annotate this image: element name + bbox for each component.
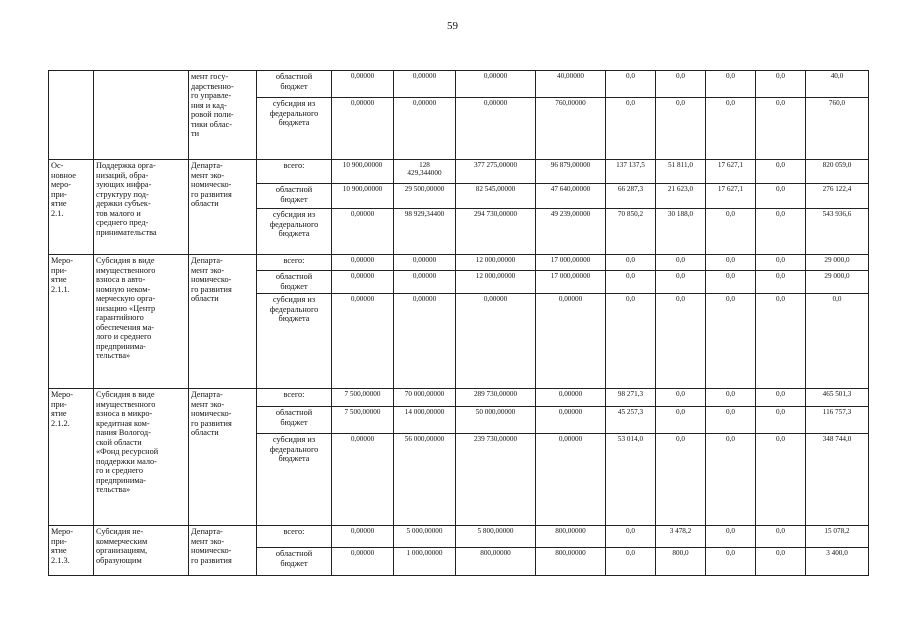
- amount-cell: 294 730,00000: [456, 209, 536, 255]
- funding-source-cell: областной бюджет: [257, 407, 332, 434]
- amount-cell: 760,00000: [536, 98, 606, 160]
- amount-cell: 0,0: [606, 71, 656, 98]
- amount-cell: 17 000,00000: [536, 271, 606, 294]
- funding-source-cell: всего:: [257, 160, 332, 184]
- table-row: [49, 160, 869, 184]
- amount-cell: 29 500,00000: [394, 184, 456, 209]
- amount-cell: 0,00000: [332, 294, 394, 389]
- amount-cell: 40,0: [806, 71, 869, 98]
- budget-table: [48, 70, 869, 576]
- amount-cell: 3 400,0: [806, 548, 869, 576]
- table-row: [49, 526, 869, 548]
- amount-cell: 0,00000: [394, 294, 456, 389]
- amount-cell: 0,00000: [332, 209, 394, 255]
- amount-cell: 0,00000: [536, 389, 606, 407]
- amount-cell: 0,0: [756, 160, 806, 184]
- amount-cell: 21 623,0: [656, 184, 706, 209]
- amount-cell: 10 900,00000: [332, 184, 394, 209]
- measure-name-cell: Субсидия в виде имущественного взноса в микро- кредитная ком- пания Вологод- ской области «Фонд ресурсной поддержки мало- го и среднего предпринима- тельства»: [94, 389, 189, 526]
- amount-cell: 0,0: [706, 526, 756, 548]
- amount-cell: 40,00000: [536, 71, 606, 98]
- amount-cell: 96 879,00000: [536, 160, 606, 184]
- amount-cell: 0,0: [756, 184, 806, 209]
- measure-name-cell: Поддержка орга- низаций, обра- зующих инфра- структуру под- держки субъек- тов малого и среднего пред- принимательства: [94, 160, 189, 255]
- amount-cell: 465 501,3: [806, 389, 869, 407]
- amount-cell: 70 000,00000: [394, 389, 456, 407]
- amount-cell: 17 627,1: [706, 184, 756, 209]
- amount-cell: 1 000,00000: [394, 548, 456, 576]
- amount-cell: 0,0: [656, 294, 706, 389]
- amount-cell: 30 188,0: [656, 209, 706, 255]
- amount-cell: 0,00000: [332, 434, 394, 526]
- amount-cell: 377 275,00000: [456, 160, 536, 184]
- amount-cell: 0,0: [756, 407, 806, 434]
- amount-cell: 276 122,4: [806, 184, 869, 209]
- measure-code-cell: Меро- при- ятие 2.1.2.: [49, 389, 94, 526]
- table-row: [49, 389, 869, 407]
- funding-source-cell: всего:: [257, 255, 332, 271]
- funding-source-cell: субсидия из федерального бюджета: [257, 209, 332, 255]
- amount-cell: 0,0: [756, 294, 806, 389]
- amount-cell: 0,0: [706, 548, 756, 576]
- amount-cell: 0,00000: [332, 71, 394, 98]
- amount-cell: 12 000,00000: [456, 271, 536, 294]
- amount-cell: 0,00000: [394, 98, 456, 160]
- amount-cell: 0,0: [606, 548, 656, 576]
- funding-source-cell: областной бюджет: [257, 271, 332, 294]
- amount-cell: 0,0: [606, 526, 656, 548]
- amount-cell: 800,00000: [536, 526, 606, 548]
- amount-cell: 98 271,3: [606, 389, 656, 407]
- funding-source-cell: областной бюджет: [257, 548, 332, 576]
- amount-cell: 0,00000: [394, 255, 456, 271]
- amount-cell: 10 900,00000: [332, 160, 394, 184]
- amount-cell: 0,0: [706, 71, 756, 98]
- amount-cell: 0,0: [756, 271, 806, 294]
- amount-cell: 800,00000: [536, 548, 606, 576]
- measure-name-cell: Субсидия в виде имущественного взноса в авто- номную неком- мерческую орга- низацию «Центр гарантийного обеспечения ма- лого и среднего предпринима- тельства»: [94, 255, 189, 389]
- amount-cell: 0,00000: [536, 434, 606, 526]
- amount-cell: 0,0: [706, 271, 756, 294]
- amount-cell: 543 936,6: [806, 209, 869, 255]
- amount-cell: 49 239,00000: [536, 209, 606, 255]
- measure-code-cell: Меро- при- ятие 2.1.3.: [49, 526, 94, 576]
- page-number: 59: [447, 20, 458, 32]
- amount-cell: 70 850,2: [606, 209, 656, 255]
- amount-cell: 0,0: [606, 294, 656, 389]
- funding-source-cell: субсидия из федерального бюджета: [257, 294, 332, 389]
- amount-cell: 0,00000: [332, 526, 394, 548]
- amount-cell: 51 811,0: [656, 160, 706, 184]
- amount-cell: 3 478,2: [656, 526, 706, 548]
- amount-cell: 0,0: [706, 389, 756, 407]
- amount-cell: 47 640,00000: [536, 184, 606, 209]
- amount-cell: 15 078,2: [806, 526, 869, 548]
- measure-name-cell: Субсидия не- коммерческим организациям, образующим: [94, 526, 189, 576]
- amount-cell: 800,00000: [456, 548, 536, 576]
- amount-cell: 0,0: [606, 98, 656, 160]
- amount-cell: 0,0: [756, 548, 806, 576]
- amount-cell: 239 730,00000: [456, 434, 536, 526]
- measure-name-cell: [94, 71, 189, 160]
- funding-source-cell: субсидия из федерального бюджета: [257, 434, 332, 526]
- funding-source-cell: всего:: [257, 526, 332, 548]
- executor-cell: мент госу- дарственно- го управле- ния и кад- ровой поли- тики облас- ти: [189, 71, 257, 160]
- amount-cell: 0,0: [656, 389, 706, 407]
- amount-cell: 0,0: [606, 255, 656, 271]
- amount-cell: 0,0: [756, 71, 806, 98]
- amount-cell: 0,0: [656, 71, 706, 98]
- executor-cell: Департа- мент эко- номическо- го развития: [189, 526, 257, 576]
- amount-cell: 0,00000: [456, 294, 536, 389]
- amount-cell: 53 014,0: [606, 434, 656, 526]
- amount-cell: 0,0: [756, 209, 806, 255]
- amount-cell: 137 137,5: [606, 160, 656, 184]
- amount-cell: 289 730,00000: [456, 389, 536, 407]
- amount-cell: 0,0: [656, 407, 706, 434]
- measure-code-cell: Меро- при- ятие 2.1.1.: [49, 255, 94, 389]
- amount-cell: 0,0: [756, 255, 806, 271]
- amount-cell: 0,0: [756, 98, 806, 160]
- amount-cell: 66 287,3: [606, 184, 656, 209]
- amount-cell: 0,0: [756, 389, 806, 407]
- amount-cell: 800,0: [656, 548, 706, 576]
- amount-cell: 0,0: [706, 98, 756, 160]
- amount-cell: 5 000,00000: [394, 526, 456, 548]
- amount-cell: 116 757,3: [806, 407, 869, 434]
- amount-cell: 0,00000: [536, 294, 606, 389]
- amount-cell: 0,00000: [332, 255, 394, 271]
- amount-cell: 0,0: [606, 271, 656, 294]
- amount-cell: 0,00000: [394, 271, 456, 294]
- funding-source-cell: областной бюджет: [257, 71, 332, 98]
- amount-cell: 5 800,00000: [456, 526, 536, 548]
- amount-cell: 0,00000: [332, 548, 394, 576]
- amount-cell: 0,0: [706, 255, 756, 271]
- funding-source-cell: всего:: [257, 389, 332, 407]
- executor-cell: Департа- мент эко- номическо- го развития области: [189, 255, 257, 389]
- amount-cell: 45 257,3: [606, 407, 656, 434]
- table-body: [49, 71, 869, 576]
- amount-cell: 50 000,00000: [456, 407, 536, 434]
- amount-cell: 760,0: [806, 98, 869, 160]
- measure-code-cell: [49, 71, 94, 160]
- amount-cell: 0,0: [656, 255, 706, 271]
- amount-cell: 0,00000: [332, 271, 394, 294]
- amount-cell: 0,0: [656, 271, 706, 294]
- amount-cell: 12 000,00000: [456, 255, 536, 271]
- amount-cell: 7 500,00000: [332, 389, 394, 407]
- amount-cell: 128 429,344000: [394, 160, 456, 184]
- amount-cell: 0,00000: [332, 98, 394, 160]
- amount-cell: 56 000,00000: [394, 434, 456, 526]
- amount-cell: 348 744,0: [806, 434, 869, 526]
- measure-code-cell: Ос- новное меро- при- ятие 2.1.: [49, 160, 94, 255]
- executor-cell: Департа- мент эко- номическо- го развития области: [189, 160, 257, 255]
- amount-cell: 0,0: [706, 434, 756, 526]
- amount-cell: 82 545,00000: [456, 184, 536, 209]
- amount-cell: 98 929,34400: [394, 209, 456, 255]
- table-row: [49, 255, 869, 271]
- amount-cell: 0,0: [706, 209, 756, 255]
- amount-cell: 0,0: [756, 526, 806, 548]
- funding-source-cell: областной бюджет: [257, 184, 332, 209]
- amount-cell: 17 000,00000: [536, 255, 606, 271]
- funding-source-cell: субсидия из федерального бюджета: [257, 98, 332, 160]
- amount-cell: 0,0: [706, 294, 756, 389]
- amount-cell: 29 000,0: [806, 255, 869, 271]
- amount-cell: 14 000,00000: [394, 407, 456, 434]
- amount-cell: 0,0: [656, 98, 706, 160]
- amount-cell: 820 059,0: [806, 160, 869, 184]
- amount-cell: 0,00000: [456, 71, 536, 98]
- amount-cell: 0,00000: [536, 407, 606, 434]
- amount-cell: 17 627,1: [706, 160, 756, 184]
- amount-cell: 0,0: [706, 407, 756, 434]
- table-row: [49, 71, 869, 98]
- amount-cell: 0,0: [756, 434, 806, 526]
- amount-cell: 0,0: [656, 434, 706, 526]
- amount-cell: 0,00000: [456, 98, 536, 160]
- amount-cell: 0,0: [806, 294, 869, 389]
- executor-cell: Департа- мент эко- номическо- го развития области: [189, 389, 257, 526]
- amount-cell: 7 500,00000: [332, 407, 394, 434]
- amount-cell: 0,00000: [394, 71, 456, 98]
- amount-cell: 29 000,0: [806, 271, 869, 294]
